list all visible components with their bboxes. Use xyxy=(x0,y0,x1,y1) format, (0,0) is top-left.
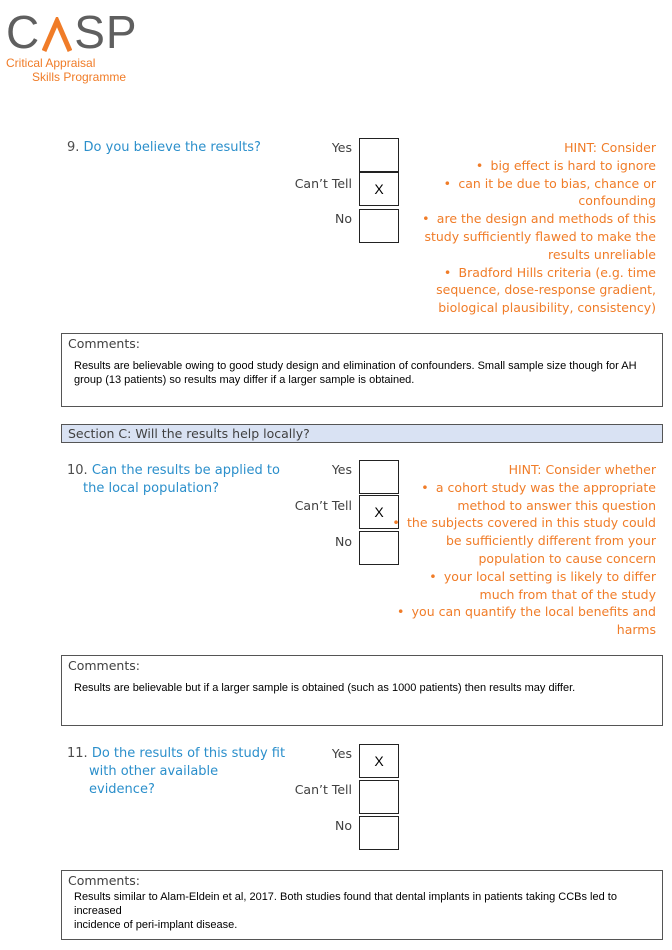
hint-text: a cohort study was the appropriate xyxy=(435,479,656,495)
bullet-icon: • xyxy=(443,175,452,191)
bullet-icon: • xyxy=(421,479,429,495)
comments-text xyxy=(62,351,662,387)
q11-yes-label: Yes xyxy=(331,746,352,761)
hint-line xyxy=(389,461,656,479)
logo-subtitle-line2: Skills Programme xyxy=(32,70,127,84)
q11-no-label: No xyxy=(335,818,352,833)
q11-comments-box[interactable] xyxy=(61,870,663,940)
hint-line xyxy=(389,621,656,639)
hint-line xyxy=(389,514,656,532)
hint-text: HINT: Consider xyxy=(564,140,656,155)
q9-no-checkbox[interactable] xyxy=(359,209,399,243)
q10-cant-tell-checkbox[interactable]: X xyxy=(359,495,399,529)
hint-text: HINT: Consider whether xyxy=(508,462,656,477)
hint-line xyxy=(419,210,656,228)
comment-line: group (13 patients) so results may differ if a larger sample is obtained. xyxy=(74,374,415,386)
question-9 xyxy=(67,139,261,157)
question-number: 10. xyxy=(67,463,88,478)
q11-cant-tell-label: Can’t Tell xyxy=(294,782,352,797)
hint-text: can it be due to bias, chance or xyxy=(458,175,656,191)
hint-line xyxy=(389,479,656,497)
hint-text: sequence, dose-response gradient, xyxy=(436,282,656,298)
hint-line xyxy=(419,157,656,175)
hint-text: population to cause concern xyxy=(478,550,656,566)
logo-wordmark xyxy=(6,6,138,58)
hint-text: Bradford Hills criteria (e.g. time xyxy=(458,264,656,280)
bullet-icon: • xyxy=(429,568,437,584)
hint-line xyxy=(419,246,656,264)
logo-letters-sp: SP xyxy=(74,6,138,58)
comments-text xyxy=(62,673,662,695)
casp-logo xyxy=(6,6,138,84)
hint-line xyxy=(419,264,656,282)
comments-label: Comments: xyxy=(68,336,140,351)
q9-cant-tell-checkbox[interactable]: X xyxy=(359,172,399,206)
comments-text xyxy=(62,888,662,932)
q10-hint xyxy=(389,461,656,639)
comment-line: Results are believable but if a larger sample is obtained (such as 1000 patients) then results may differ. xyxy=(74,682,576,694)
q9-comments-box[interactable] xyxy=(61,333,663,407)
hint-line xyxy=(419,281,656,299)
logo-letter-c: C xyxy=(6,6,41,58)
question-text: Do you believe the results? xyxy=(83,140,261,155)
hint-text: your local setting is likely to differ xyxy=(443,568,656,584)
hint-line xyxy=(389,532,656,550)
hint-text: the subjects covered in this study could xyxy=(407,515,656,531)
logo-subtitle-line1: Critical Appraisal xyxy=(6,56,96,70)
hint-text: results unreliable xyxy=(548,246,656,262)
hint-line xyxy=(389,568,656,586)
hint-line xyxy=(389,497,656,515)
question-text-line2: the local population? xyxy=(83,481,219,496)
hint-line xyxy=(419,299,656,317)
q9-no-label: No xyxy=(335,211,352,226)
q10-comments-box[interactable] xyxy=(61,655,663,726)
hint-text: confounding xyxy=(578,193,656,209)
hint-line xyxy=(389,586,656,604)
q9-hint xyxy=(419,139,656,317)
logo-subtitle xyxy=(6,56,138,84)
hint-line xyxy=(389,550,656,568)
bullet-icon: • xyxy=(443,264,452,280)
hint-text: much from that of the study xyxy=(479,586,656,602)
hint-text: you can quantify the local benefits and xyxy=(411,604,656,620)
comment-line: Results similar to Alam-Eldein et al, 2017. Both studies found that dental implants in patients taking CCBs led to increased xyxy=(74,891,617,917)
logo-a-mark xyxy=(42,15,72,51)
hint-line xyxy=(389,603,656,621)
question-text-line2: with other available xyxy=(89,764,219,779)
q11-yes-checkbox[interactable]: X xyxy=(359,744,399,778)
q10-yes-label: Yes xyxy=(331,462,352,477)
q9-cant-tell-label: Can’t Tell xyxy=(294,176,352,191)
q9-yes-label: Yes xyxy=(331,140,352,155)
hint-text: method to answer this question xyxy=(457,497,656,513)
q9-yes-checkbox[interactable] xyxy=(359,138,399,172)
hint-line xyxy=(419,139,656,157)
hint-text: study sufficiently flawed to make the xyxy=(424,228,656,244)
hint-text: biological plausibility, consistency) xyxy=(438,300,656,316)
hint-text: are the design and methods of this xyxy=(436,211,656,227)
question-text-line1: Can the results be applied to xyxy=(91,463,280,478)
q11-no-checkbox[interactable] xyxy=(359,816,399,850)
comments-label: Comments: xyxy=(68,873,140,888)
bullet-icon: • xyxy=(392,515,400,531)
comments-label: Comments: xyxy=(68,658,140,673)
comment-line: Results are believable owing to good study design and elimination of confounders. Small sample size though for AH xyxy=(74,360,637,372)
hint-text: harms xyxy=(616,622,656,638)
bullet-icon: • xyxy=(422,211,430,227)
comment-line: incidence of peri-implant disease. xyxy=(74,919,238,931)
bullet-icon: • xyxy=(396,604,405,620)
q10-cant-tell-label: Can’t Tell xyxy=(294,498,352,513)
question-10 xyxy=(67,462,280,498)
section-c-header: Section C: Will the results help locally? xyxy=(61,424,663,443)
hint-text: big effect is hard to ignore xyxy=(490,157,656,173)
q11-cant-tell-checkbox[interactable] xyxy=(359,780,399,814)
question-text-line3: evidence? xyxy=(89,782,155,797)
hint-line xyxy=(419,228,656,246)
question-11 xyxy=(67,745,285,799)
q10-no-label: No xyxy=(335,534,352,549)
question-number: 11. xyxy=(67,746,88,761)
question-text-line1: Do the results of this study fit xyxy=(91,746,286,761)
hint-text: be sufficiently different from your xyxy=(445,533,656,549)
hint-line xyxy=(419,175,656,193)
bullet-icon: • xyxy=(475,157,484,173)
question-number: 9. xyxy=(67,140,80,155)
hint-line xyxy=(419,192,656,210)
